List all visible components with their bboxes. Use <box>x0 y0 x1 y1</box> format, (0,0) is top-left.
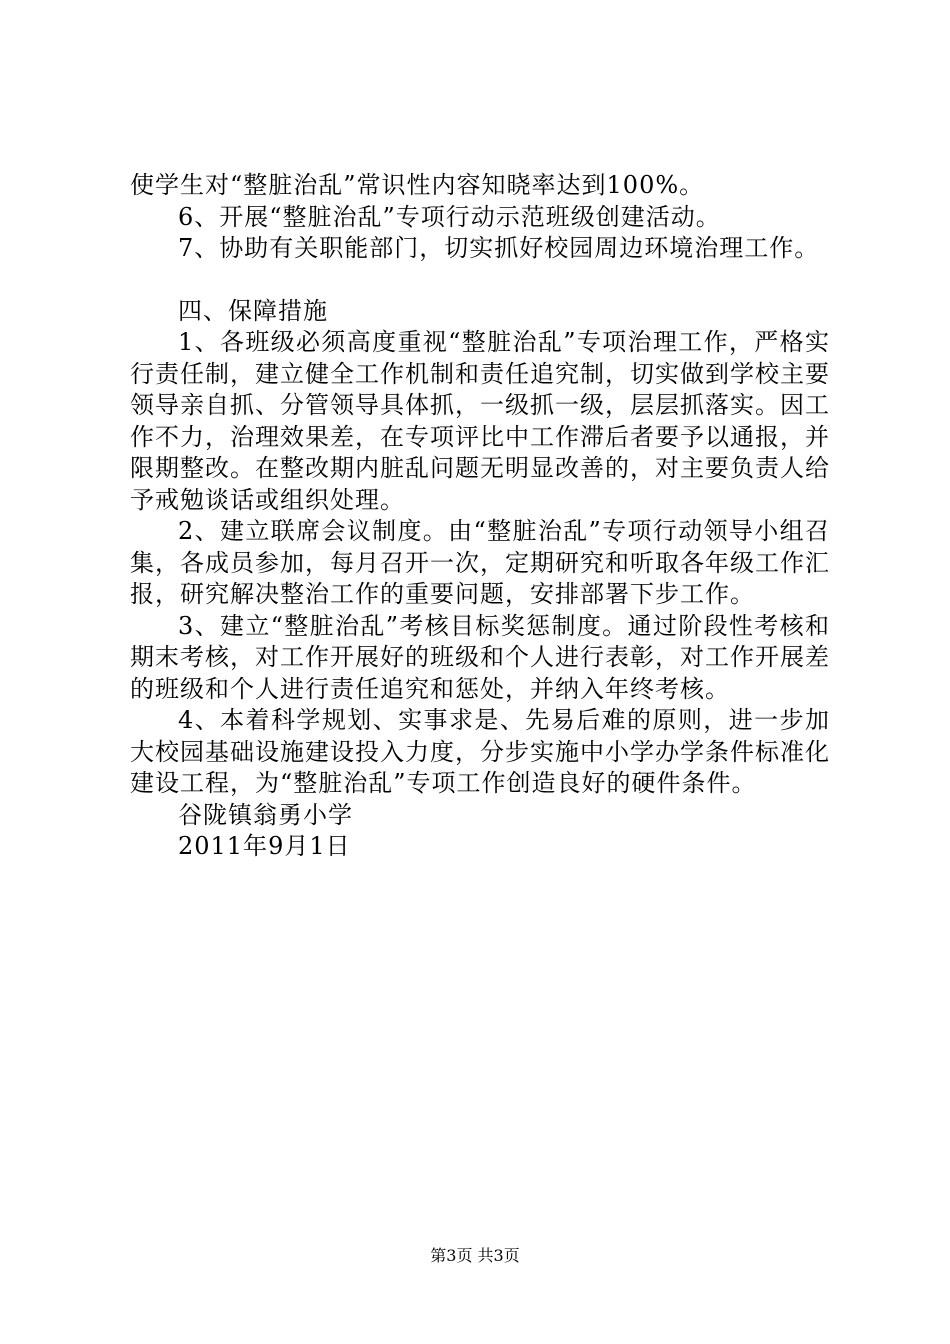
page-footer <box>0 1246 950 1266</box>
document-body <box>130 170 830 863</box>
item-7: 7、协助有关职能部门，切实抓好校园周边环境治理工作。 <box>178 234 820 262</box>
page-number: 第3页 共3页 <box>430 1246 520 1265</box>
measure-3: 3、建立“整脏治乱”考核目标奖惩制度。通过阶段性考核和期末考核，对工作开展好的班级和个人进行表彰，对工作开展差的班级和个人进行责任追究和惩处，并纳入年终考核。 <box>130 611 830 703</box>
signature-date: 2011年9月1日 <box>178 832 351 860</box>
paragraph-continuation: 使学生对“整脏治乱”常识性内容知晓率达到100%。 <box>130 171 705 199</box>
item-6: 6、开展“整脏治乱”专项行动示范班级创建活动。 <box>178 202 721 231</box>
section-heading-safeguards: 四、保障措施 <box>178 296 328 325</box>
measure-1: 1、各班级必须高度重视“整脏治乱”专项治理工作，严格实行责任制，建立健全工作机制和责任追究制，切实做到学校主要领导亲自抓、分管领导具体抓，一级抓一级，层层抓落实。因工作不力，治理效果差，在专项评比中工作滞后者要予以通报，并限期整改。在整改期内脏乱问题无明显改善的，对主要负责人给予戒勉谈话或组织处理。 <box>130 328 830 514</box>
measure-2: 2、建立联席会议制度。由“整脏治乱”专项行动领导小组召集，各成员参加，每月召开一次，定期研究和听取各年级工作汇报，研究解决整治工作的重要问题，安排部署下步工作。 <box>130 517 830 608</box>
measure-4: 4、本着科学规划、实事求是、先易后难的原则，进一步加大校园基础设施建设投入力度，分步实施中小学办学条件标准化建设工程，为“整脏治乱”专项工作创造良好的硬件条件。 <box>130 706 830 797</box>
signature-school: 谷陇镇翁勇小学 <box>178 800 353 829</box>
